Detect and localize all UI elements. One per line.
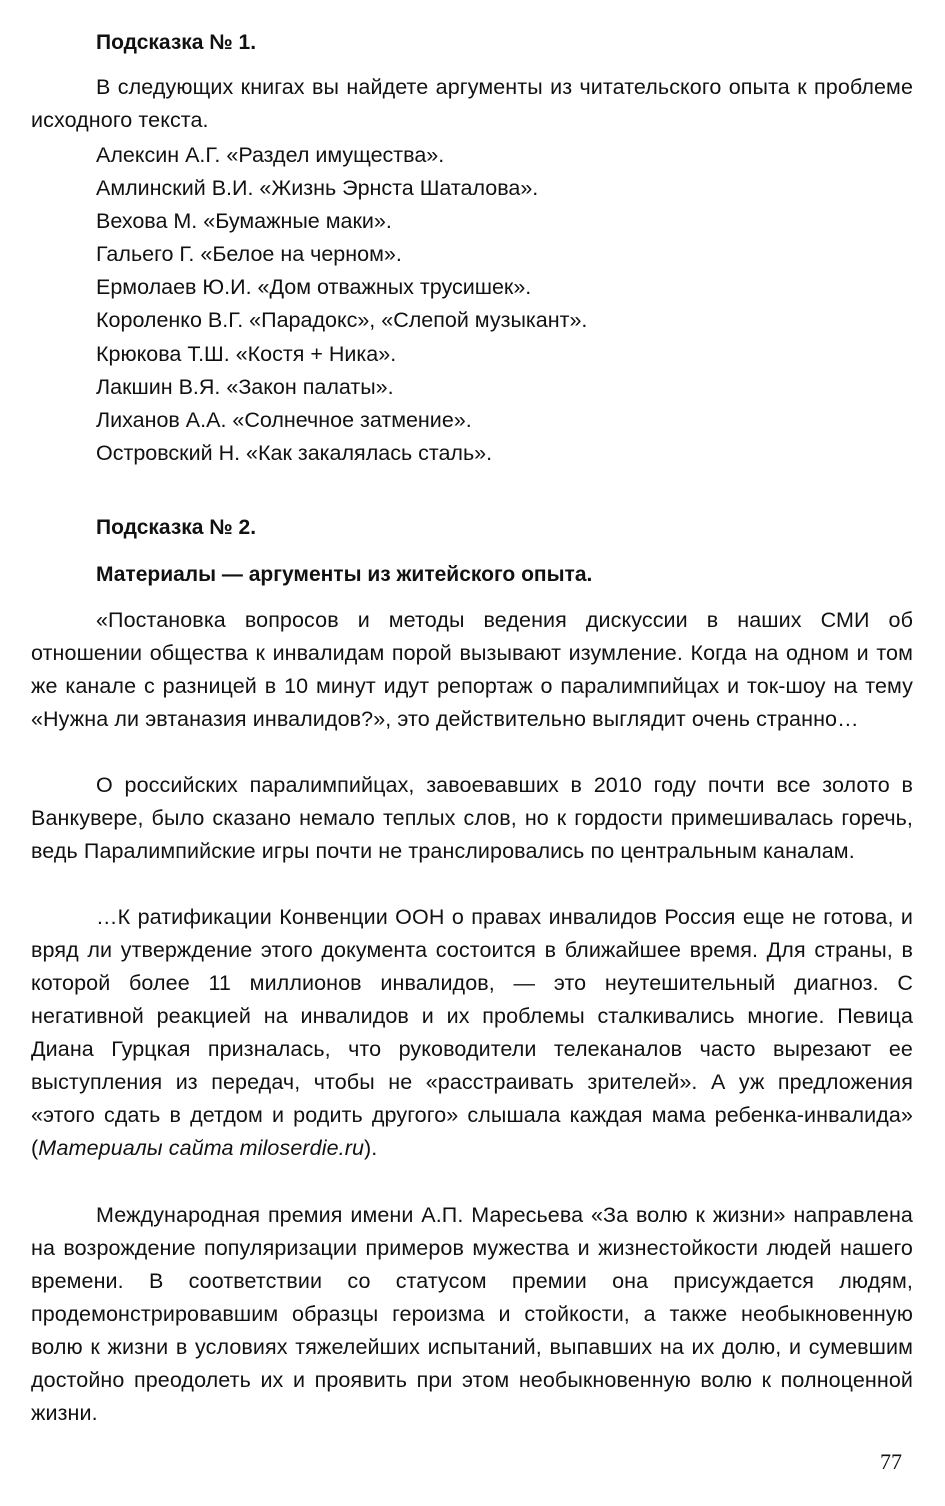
page-number: 77 (880, 1449, 902, 1474)
paragraph-media: «Постановка вопросов и методы ведения дискуссии в наших СМИ об отношении общества к инвалидам порой вызывают изумление. Когда на одном и том же канале с разницей в 10 минут идут репортаж о паралимпийцах и ток-шоу на тему «Нужна ли эвтаназия инвалидов?», это действительно выглядит очень странно… (31, 608, 913, 731)
book-item: Крюкова Т.Ш. «Костя + Ника». (96, 341, 397, 366)
source-citation: Материалы сайта miloserdie.ru (38, 1136, 365, 1160)
paragraph-convention-end: ). (364, 1136, 378, 1160)
book-item: Амлинский В.И. «Жизнь Эрнста Шаталова». (96, 176, 539, 201)
book-item: Короленко В.Г. «Парадокс», «Слепой музыкант». (96, 308, 588, 333)
paragraph-convention (31, 901, 913, 1165)
book-item: Лакшин В.Я. «Закон палаты». (96, 374, 394, 399)
book-item: Гальего Г. «Белое на черном». (96, 242, 402, 267)
book-item: Ермолаев Ю.И. «Дом отважных трусишек». (96, 275, 532, 300)
book-list (96, 139, 587, 470)
hint1-title: Подсказка № 1. (96, 31, 257, 54)
book-item: Островский Н. «Как закалялась сталь». (96, 440, 493, 465)
hint1-intro: В следующих книгах вы найдете аргументы из читательского опыта к проблеме исходного текста. (31, 75, 913, 132)
paragraph-convention-text: …К ратификации Конвенции ООН о правах инвалидов Россия еще не готова, и вряд ли утверждение этого документа состоится в ближайшее время. Для страны, в которой более 11 миллионов инвалидов, — это неутешительный диагноз. С негативной реакцией на инвалидов и их проблемы сталкивались многие. Певица Диана Гурцкая призналась, что руководители телеканалов часто вырезают ее выступления из передач, чтобы не «расстраивать зрителей». А уж предложения «этого сдать в детдом и родить другого» слышала каждая мама ребенка-инвалида» ( (31, 905, 913, 1160)
paragraph-maresyev-prize: Международная премия имени А.П. Маресьева «За волю к жизни» направлена на возрождение популяризации примеров мужества и жизнестойкости людей нашего времени. В соответствии со статусом премии она присуждается людям, продемонстрировавшим образцы героизма и стойкости, а также необыкновенную волю к жизни в условиях тяжелейших испытаний, выпавших на их долю, и сумевшим достойно преодолеть их и проявить при этом необыкновенную волю к полноценной жизни. (31, 1203, 913, 1425)
book-item: Вехова М. «Бумажные маки». (96, 209, 392, 234)
paragraph-paralympians: О российских паралимпийцах, завоевавших в 2010 году почти все золото в Ванкувере, было сказано немало теплых слов, но к гордости примешивалась горечь, ведь Паралимпийские игры почти не транслировались по центральным каналам. (31, 773, 913, 863)
book-item: Алексин А.Г. «Раздел имущества». (96, 143, 445, 167)
book-item: Лиханов А.А. «Солнечное затмение». (96, 407, 472, 432)
hint2-title: Подсказка № 2. (96, 516, 257, 539)
hint2-subtitle: Материалы — аргументы из житейского опыта. (96, 563, 593, 586)
